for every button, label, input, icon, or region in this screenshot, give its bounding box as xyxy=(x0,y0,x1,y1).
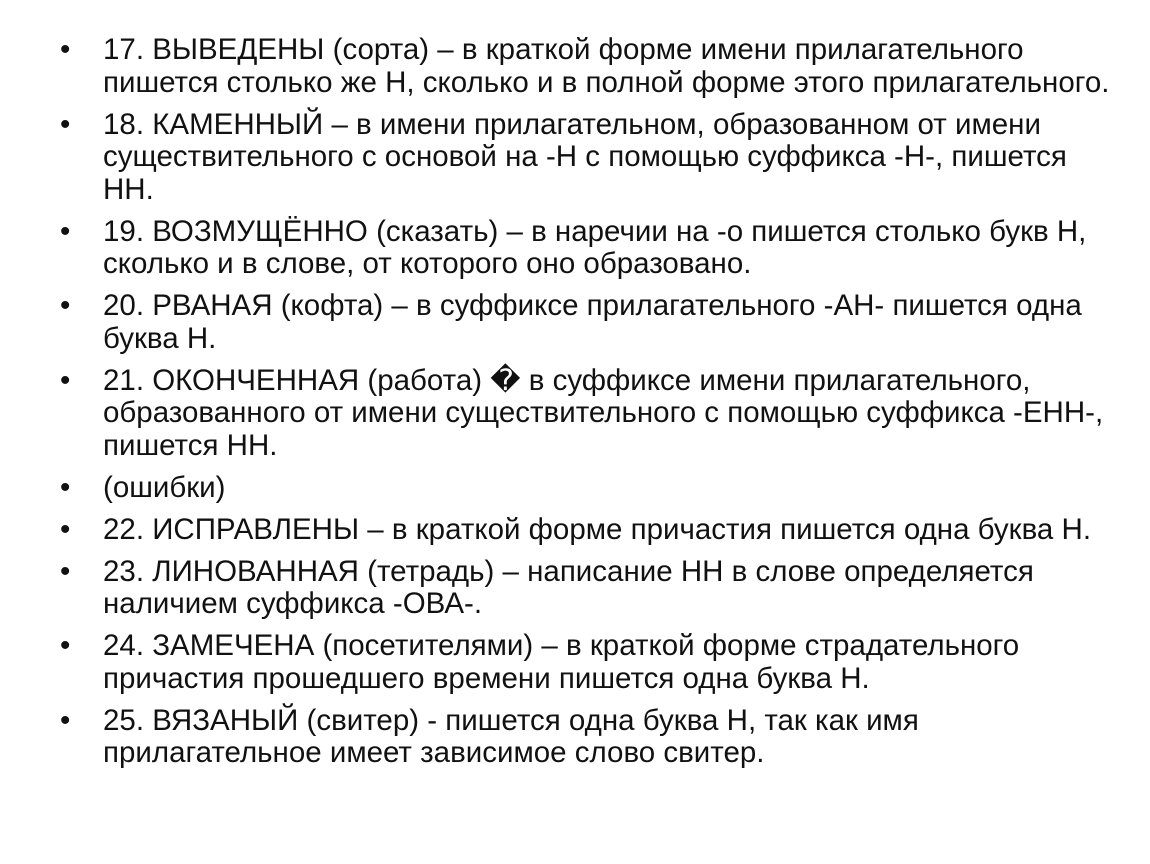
list-item-text: 24. ЗАМЕЧЕНА (посетителями) – в краткой форме страдательного причастия прошедшего времени пишется одна буква Н. xyxy=(103,629,1020,695)
list-item xyxy=(60,705,1110,770)
bullet-icon: • xyxy=(60,289,71,322)
list-item xyxy=(60,365,1110,463)
bullet-icon: • xyxy=(60,554,71,588)
list-item-text: 20. РВАНАЯ (кофта) – в суффиксе прилагательного -АН- пишется одна буква Н. xyxy=(103,289,1082,355)
list-item-text: 22. ИСПРАВЛЕНЫ – в краткой форме причастия пишется одна буква Н. xyxy=(103,512,1092,546)
bullet-icon: • xyxy=(60,214,71,248)
bullet-list xyxy=(60,34,1110,779)
list-item xyxy=(60,216,1110,281)
list-item xyxy=(60,34,1110,99)
list-item xyxy=(60,290,1110,355)
bullet-icon: • xyxy=(60,512,71,546)
bullet-icon: • xyxy=(60,703,71,737)
bullet-icon: • xyxy=(60,107,71,141)
list-item xyxy=(60,514,1110,547)
list-item-text: 18. КАМЕННЫЙ – в имени прилагательном, образованном от имени существительного с основой на -Н с помощью суффикса -Н-, пишется НН. xyxy=(103,107,1067,206)
list-item xyxy=(60,630,1110,695)
bullet-icon: • xyxy=(60,363,71,397)
bullet-icon: • xyxy=(60,470,71,504)
list-item xyxy=(60,109,1110,207)
list-item xyxy=(60,556,1110,621)
list-item-text: 19. ВОЗМУЩЁННО (сказать) – в наречии на -о пишется столько букв Н, сколько и в слове, от которого оно образовано. xyxy=(103,214,1087,280)
list-item-text: 17. ВЫВЕДЕНЫ (сорта) – в краткой форме имени прилагательного пишется столько же Н, сколько и в полной форме этого прилагательного. xyxy=(103,33,1110,99)
list-item xyxy=(60,472,1110,505)
bullet-icon: • xyxy=(60,629,71,662)
list-item-text: 25. ВЯЗАНЫЙ (свитер) - пишется одна буква Н, так как имя прилагательное имеет зависимое слово свитер. xyxy=(103,703,919,769)
bullet-icon: • xyxy=(60,33,71,66)
list-item-text: (ошибки) xyxy=(103,470,226,504)
list-item-text: 21. ОКОНЧЕННАЯ (работа) � в суффиксе имени прилагательного, образованного от имени существительного с помощью суффикса -ЕНН-, пишется НН. xyxy=(103,363,1104,462)
list-item-text: 23. ЛИНОВАННАЯ (тетрадь) – написание НН в слове определяется наличием суффикса -ОВА-. xyxy=(103,554,1034,620)
